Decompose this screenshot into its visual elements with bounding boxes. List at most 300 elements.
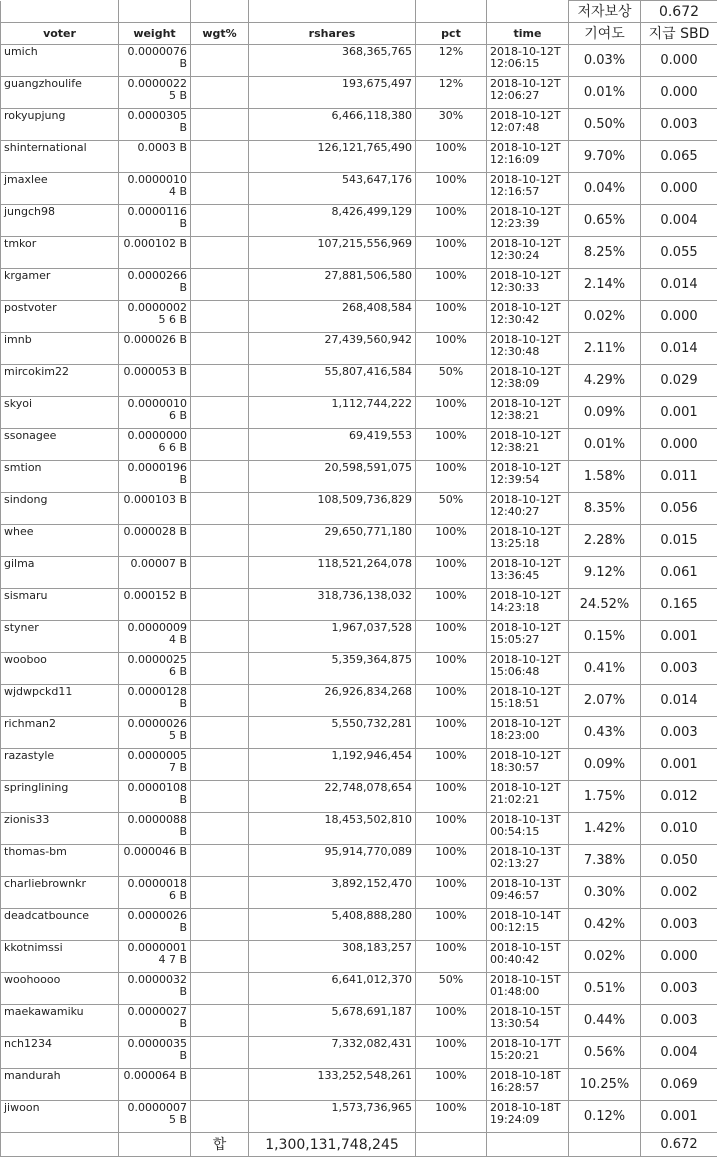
sbd-cell: 0.003	[641, 909, 717, 941]
pct-cell: 100%	[416, 397, 487, 429]
time-cell: 2018-10-15T00:40:42	[487, 941, 569, 973]
pct-cell: 50%	[416, 365, 487, 397]
weight-cell: 0.0000035 B	[119, 1037, 191, 1069]
sbd-cell: 0.010	[641, 813, 717, 845]
time-cell: 2018-10-12T12:30:48	[487, 333, 569, 365]
table-row	[1, 205, 717, 237]
total-empty	[416, 1133, 487, 1157]
rshares-cell: 108,509,736,829	[249, 493, 416, 525]
weight-cell: 0.000053 B	[119, 365, 191, 397]
contribution-cell: 0.09%	[569, 749, 641, 781]
table-row	[1, 77, 717, 109]
time-cell: 2018-10-12T12:30:33	[487, 269, 569, 301]
table-row	[1, 877, 717, 909]
rshares-cell: 27,881,506,580	[249, 269, 416, 301]
time-cell: 2018-10-12T12:38:09	[487, 365, 569, 397]
time-cell: 2018-10-12T12:06:27	[487, 77, 569, 109]
wgt-cell	[191, 653, 249, 685]
sbd-cell: 0.004	[641, 1037, 717, 1069]
time-cell: 2018-10-12T15:18:51	[487, 685, 569, 717]
voter-cell: gilma	[1, 557, 119, 589]
voter-cell: jiwoon	[1, 1101, 119, 1133]
table-row	[1, 653, 717, 685]
pct-cell: 100%	[416, 429, 487, 461]
time-cell: 2018-10-12T12:07:48	[487, 109, 569, 141]
table-row	[1, 941, 717, 973]
table-row	[1, 461, 717, 493]
weight-cell: 0.00007 B	[119, 557, 191, 589]
pct-cell: 100%	[416, 525, 487, 557]
sbd-cell: 0.001	[641, 749, 717, 781]
wgt-cell	[191, 525, 249, 557]
time-cell: 2018-10-12T15:05:27	[487, 621, 569, 653]
contribution-cell: 2.07%	[569, 685, 641, 717]
wgt-cell	[191, 205, 249, 237]
time-cell: 2018-10-12T14:23:18	[487, 589, 569, 621]
contribution-cell: 0.56%	[569, 1037, 641, 1069]
table-row	[1, 333, 717, 365]
sbd-cell: 0.003	[641, 1005, 717, 1037]
weight-cell: 0.0000305 B	[119, 109, 191, 141]
contribution-cell: 0.02%	[569, 941, 641, 973]
pct-cell: 100%	[416, 877, 487, 909]
voter-cell: deadcatbounce	[1, 909, 119, 941]
author-reward-row	[1, 1, 717, 23]
rshares-cell: 318,736,138,032	[249, 589, 416, 621]
rshares-cell: 5,550,732,281	[249, 717, 416, 749]
weight-cell: 0.000046 B	[119, 845, 191, 877]
sbd-cell: 0.055	[641, 237, 717, 269]
wgt-cell	[191, 141, 249, 173]
sbd-cell: 0.003	[641, 973, 717, 1005]
wgt-cell	[191, 1005, 249, 1037]
author-reward-value: 0.672	[641, 1, 717, 23]
rshares-cell: 1,967,037,528	[249, 621, 416, 653]
sbd-cell: 0.003	[641, 109, 717, 141]
time-cell: 2018-10-13T09:46:57	[487, 877, 569, 909]
author-reward-label: 저자보상	[569, 1, 641, 23]
contribution-cell: 2.28%	[569, 525, 641, 557]
pct-cell: 100%	[416, 781, 487, 813]
table-row	[1, 813, 717, 845]
pct-cell: 100%	[416, 237, 487, 269]
wgt-cell	[191, 365, 249, 397]
table-row	[1, 45, 717, 77]
rshares-cell: 1,112,744,222	[249, 397, 416, 429]
rshares-cell: 5,678,691,187	[249, 1005, 416, 1037]
rshares-cell: 29,650,771,180	[249, 525, 416, 557]
sbd-cell: 0.050	[641, 845, 717, 877]
pct-cell: 100%	[416, 557, 487, 589]
contribution-cell: 0.30%	[569, 877, 641, 909]
wgt-cell	[191, 45, 249, 77]
voter-cell: wjdwpckd11	[1, 685, 119, 717]
total-empty	[487, 1133, 569, 1157]
contribution-cell: 0.65%	[569, 205, 641, 237]
time-cell: 2018-10-15T13:30:54	[487, 1005, 569, 1037]
voter-cell: maekawamiku	[1, 1005, 119, 1037]
time-cell: 2018-10-18T16:28:57	[487, 1069, 569, 1101]
wgt-cell	[191, 685, 249, 717]
contribution-cell: 0.42%	[569, 909, 641, 941]
weight-cell: 0.0000196 B	[119, 461, 191, 493]
contribution-cell: 2.14%	[569, 269, 641, 301]
table-row	[1, 1037, 717, 1069]
total-empty	[569, 1133, 641, 1157]
weight-cell: 0.00000265 B	[119, 717, 191, 749]
rshares-cell: 20,598,591,075	[249, 461, 416, 493]
weight-cell: 0.000064 B	[119, 1069, 191, 1101]
voter-cell: mandurah	[1, 1069, 119, 1101]
contribution-cell: 24.52%	[569, 589, 641, 621]
voter-cell: styner	[1, 621, 119, 653]
table-row	[1, 621, 717, 653]
rshares-cell: 133,252,548,261	[249, 1069, 416, 1101]
sbd-cell: 0.002	[641, 877, 717, 909]
weight-cell: 0.000102 B	[119, 237, 191, 269]
time-cell: 2018-10-14T00:12:15	[487, 909, 569, 941]
voter-cell: tmkor	[1, 237, 119, 269]
pct-cell: 100%	[416, 941, 487, 973]
pct-cell: 100%	[416, 589, 487, 621]
pct-cell: 100%	[416, 461, 487, 493]
contribution-cell: 8.35%	[569, 493, 641, 525]
time-cell: 2018-10-12T13:25:18	[487, 525, 569, 557]
wgt-cell	[191, 173, 249, 205]
contribution-cell: 0.04%	[569, 173, 641, 205]
voter-cell: krgamer	[1, 269, 119, 301]
rshares-cell: 5,408,888,280	[249, 909, 416, 941]
contribution-cell: 0.15%	[569, 621, 641, 653]
voter-cell: jungch98	[1, 205, 119, 237]
weight-cell: 0.00000025 6 B	[119, 301, 191, 333]
rshares-cell: 308,183,257	[249, 941, 416, 973]
time-cell: 2018-10-12T18:23:00	[487, 717, 569, 749]
wgt-cell	[191, 973, 249, 1005]
wgt-cell	[191, 1037, 249, 1069]
sbd-cell: 0.012	[641, 781, 717, 813]
time-cell: 2018-10-12T12:16:09	[487, 141, 569, 173]
wgt-cell	[191, 781, 249, 813]
voter-cell: nch1234	[1, 1037, 119, 1069]
wgt-cell	[191, 845, 249, 877]
rshares-cell: 69,419,553	[249, 429, 416, 461]
pct-cell: 100%	[416, 269, 487, 301]
time-cell: 2018-10-12T12:16:57	[487, 173, 569, 205]
table-row	[1, 429, 717, 461]
time-cell: 2018-10-12T15:06:48	[487, 653, 569, 685]
table-row	[1, 557, 717, 589]
table-row	[1, 845, 717, 877]
contribution-cell: 0.51%	[569, 973, 641, 1005]
rshares-cell: 126,121,765,490	[249, 141, 416, 173]
weight-cell: 0.000028 B	[119, 525, 191, 557]
time-cell: 2018-10-12T12:38:21	[487, 429, 569, 461]
wgt-cell	[191, 717, 249, 749]
weight-cell: 0.0000027 B	[119, 1005, 191, 1037]
rshares-cell: 268,408,584	[249, 301, 416, 333]
contribution-cell: 9.12%	[569, 557, 641, 589]
pct-cell: 100%	[416, 301, 487, 333]
table-row	[1, 1005, 717, 1037]
rshares-cell: 368,365,765	[249, 45, 416, 77]
time-cell: 2018-10-17T15:20:21	[487, 1037, 569, 1069]
weight-cell: 0.000026 B	[119, 333, 191, 365]
voter-cell: charliebrownkr	[1, 877, 119, 909]
time-cell: 2018-10-12T12:40:27	[487, 493, 569, 525]
pct-cell: 100%	[416, 1101, 487, 1133]
sbd-cell: 0.165	[641, 589, 717, 621]
weight-cell: 0.00000094 B	[119, 621, 191, 653]
pct-cell: 100%	[416, 1069, 487, 1101]
sbd-cell: 0.000	[641, 77, 717, 109]
pct-cell: 100%	[416, 813, 487, 845]
table-row	[1, 397, 717, 429]
voter-cell: rokyupjung	[1, 109, 119, 141]
time-cell: 2018-10-18T19:24:09	[487, 1101, 569, 1133]
rshares-cell: 55,807,416,584	[249, 365, 416, 397]
header-rshares: rshares	[249, 23, 416, 45]
contribution-cell: 0.41%	[569, 653, 641, 685]
weight-cell: 0.00000006 6 B	[119, 429, 191, 461]
voter-cell: jmaxlee	[1, 173, 119, 205]
rshares-cell: 1,192,946,454	[249, 749, 416, 781]
weight-cell: 0.00000057 B	[119, 749, 191, 781]
weight-cell: 0.00000075 B	[119, 1101, 191, 1133]
wgt-cell	[191, 557, 249, 589]
header-contribution: 기여도	[569, 23, 641, 45]
time-cell: 2018-10-13T02:13:27	[487, 845, 569, 877]
weight-cell: 0.0000026 B	[119, 909, 191, 941]
header-sbd: 지급 SBD	[641, 23, 717, 45]
weight-cell: 0.0000116 B	[119, 205, 191, 237]
contribution-cell: 8.25%	[569, 237, 641, 269]
rshares-cell: 3,892,152,470	[249, 877, 416, 909]
sbd-cell: 0.000	[641, 429, 717, 461]
weight-cell: 0.0000076 B	[119, 45, 191, 77]
table-row	[1, 685, 717, 717]
voter-cell: springlining	[1, 781, 119, 813]
wgt-cell	[191, 493, 249, 525]
rshares-cell: 18,453,502,810	[249, 813, 416, 845]
pct-cell: 100%	[416, 685, 487, 717]
pct-cell: 100%	[416, 205, 487, 237]
table-row	[1, 749, 717, 781]
time-cell: 2018-10-12T13:36:45	[487, 557, 569, 589]
pct-cell: 50%	[416, 973, 487, 1005]
time-cell: 2018-10-13T00:54:15	[487, 813, 569, 845]
weight-cell: 0.00000225 B	[119, 77, 191, 109]
rshares-cell: 1,573,736,965	[249, 1101, 416, 1133]
contribution-cell: 0.12%	[569, 1101, 641, 1133]
time-cell: 2018-10-12T12:23:39	[487, 205, 569, 237]
voter-cell: sismaru	[1, 589, 119, 621]
rshares-cell: 118,521,264,078	[249, 557, 416, 589]
voter-cell: umich	[1, 45, 119, 77]
weight-cell: 0.0000088 B	[119, 813, 191, 845]
weight-cell: 0.00000106 B	[119, 397, 191, 429]
weight-cell: 0.0000128 B	[119, 685, 191, 717]
sbd-cell: 0.000	[641, 941, 717, 973]
voter-cell: woohoooo	[1, 973, 119, 1005]
rshares-cell: 27,439,560,942	[249, 333, 416, 365]
rshares-cell: 7,332,082,431	[249, 1037, 416, 1069]
header-voter: voter	[1, 23, 119, 45]
sbd-cell: 0.003	[641, 717, 717, 749]
time-cell: 2018-10-12T12:38:21	[487, 397, 569, 429]
sbd-cell: 0.003	[641, 653, 717, 685]
time-cell: 2018-10-15T01:48:00	[487, 973, 569, 1005]
wgt-cell	[191, 877, 249, 909]
table-row	[1, 493, 717, 525]
sbd-cell: 0.000	[641, 173, 717, 205]
pct-cell: 50%	[416, 493, 487, 525]
pct-cell: 100%	[416, 1037, 487, 1069]
contribution-cell: 0.43%	[569, 717, 641, 749]
pct-cell: 30%	[416, 109, 487, 141]
rshares-cell: 95,914,770,089	[249, 845, 416, 877]
contribution-cell: 1.42%	[569, 813, 641, 845]
pct-cell: 100%	[416, 333, 487, 365]
wgt-cell	[191, 749, 249, 781]
contribution-cell: 1.58%	[569, 461, 641, 493]
table-row	[1, 589, 717, 621]
pct-cell: 12%	[416, 45, 487, 77]
pct-cell: 100%	[416, 653, 487, 685]
voter-cell: wooboo	[1, 653, 119, 685]
contribution-cell: 0.44%	[569, 1005, 641, 1037]
voter-cell: shinternational	[1, 141, 119, 173]
sbd-cell: 0.000	[641, 301, 717, 333]
rshares-cell: 5,359,364,875	[249, 653, 416, 685]
rshares-cell: 6,641,012,370	[249, 973, 416, 1005]
wgt-cell	[191, 301, 249, 333]
voter-cell: thomas-bm	[1, 845, 119, 877]
rshares-cell: 8,426,499,129	[249, 205, 416, 237]
voter-cell: smtion	[1, 461, 119, 493]
wgt-cell	[191, 269, 249, 301]
contribution-cell: 10.25%	[569, 1069, 641, 1101]
table-row	[1, 365, 717, 397]
voter-cell: ssonagee	[1, 429, 119, 461]
voter-cell: richman2	[1, 717, 119, 749]
contribution-cell: 1.75%	[569, 781, 641, 813]
header-wgt: wgt%	[191, 23, 249, 45]
table-row	[1, 909, 717, 941]
sbd-cell: 0.001	[641, 621, 717, 653]
table-row	[1, 109, 717, 141]
pct-cell: 100%	[416, 845, 487, 877]
weight-cell: 0.00000014 7 B	[119, 941, 191, 973]
weight-cell: 0.0000266 B	[119, 269, 191, 301]
voter-cell: sindong	[1, 493, 119, 525]
weight-cell: 0.000152 B	[119, 589, 191, 621]
contribution-cell: 0.50%	[569, 109, 641, 141]
wgt-cell	[191, 333, 249, 365]
header-time: time	[487, 23, 569, 45]
contribution-cell: 0.01%	[569, 429, 641, 461]
sbd-cell: 0.014	[641, 333, 717, 365]
time-cell: 2018-10-12T21:02:21	[487, 781, 569, 813]
wgt-cell	[191, 429, 249, 461]
weight-cell: 0.0003 B	[119, 141, 191, 173]
wgt-cell	[191, 813, 249, 845]
wgt-cell	[191, 461, 249, 493]
voter-cell: whee	[1, 525, 119, 557]
weight-cell: 0.0000108 B	[119, 781, 191, 813]
table-row	[1, 269, 717, 301]
sbd-cell: 0.065	[641, 141, 717, 173]
sbd-cell: 0.014	[641, 685, 717, 717]
total-rshares: 1,300,131,748,245	[249, 1133, 416, 1157]
sbd-cell: 0.004	[641, 205, 717, 237]
sbd-cell: 0.001	[641, 1101, 717, 1133]
rshares-cell: 6,466,118,380	[249, 109, 416, 141]
total-label: 합	[191, 1133, 249, 1157]
table-row	[1, 717, 717, 749]
pct-cell: 100%	[416, 717, 487, 749]
voter-cell: mircokim22	[1, 365, 119, 397]
sbd-cell: 0.014	[641, 269, 717, 301]
voter-cell: guangzhoulife	[1, 77, 119, 109]
voter-cell: postvoter	[1, 301, 119, 333]
rshares-cell: 193,675,497	[249, 77, 416, 109]
sbd-cell: 0.015	[641, 525, 717, 557]
weight-cell: 0.00000186 B	[119, 877, 191, 909]
time-cell: 2018-10-12T12:30:42	[487, 301, 569, 333]
sbd-cell: 0.056	[641, 493, 717, 525]
wgt-cell	[191, 941, 249, 973]
wgt-cell	[191, 909, 249, 941]
voter-cell: razastyle	[1, 749, 119, 781]
pct-cell: 100%	[416, 621, 487, 653]
voter-cell: skyoi	[1, 397, 119, 429]
wgt-cell	[191, 237, 249, 269]
pct-cell: 100%	[416, 1005, 487, 1037]
wgt-cell	[191, 621, 249, 653]
table-row	[1, 973, 717, 1005]
contribution-cell: 9.70%	[569, 141, 641, 173]
rshares-cell: 26,926,834,268	[249, 685, 416, 717]
contribution-cell: 0.09%	[569, 397, 641, 429]
contribution-cell: 7.38%	[569, 845, 641, 877]
rshares-cell: 22,748,078,654	[249, 781, 416, 813]
wgt-cell	[191, 1069, 249, 1101]
sbd-cell: 0.001	[641, 397, 717, 429]
total-empty	[119, 1133, 191, 1157]
voter-cell: kkotnimssi	[1, 941, 119, 973]
table-row	[1, 237, 717, 269]
table-row	[1, 173, 717, 205]
weight-cell: 0.000103 B	[119, 493, 191, 525]
contribution-cell: 0.02%	[569, 301, 641, 333]
table-row	[1, 525, 717, 557]
rshares-cell: 543,647,176	[249, 173, 416, 205]
pct-cell: 100%	[416, 749, 487, 781]
voter-cell: imnb	[1, 333, 119, 365]
weight-cell: 0.00000104 B	[119, 173, 191, 205]
total-sbd: 0.672	[641, 1133, 717, 1157]
pct-cell: 100%	[416, 141, 487, 173]
table-row	[1, 301, 717, 333]
sbd-cell: 0.000	[641, 45, 717, 77]
header-weight: weight	[119, 23, 191, 45]
header-pct: pct	[416, 23, 487, 45]
table-row	[1, 1069, 717, 1101]
header-row	[1, 23, 717, 45]
sbd-cell: 0.069	[641, 1069, 717, 1101]
wgt-cell	[191, 109, 249, 141]
